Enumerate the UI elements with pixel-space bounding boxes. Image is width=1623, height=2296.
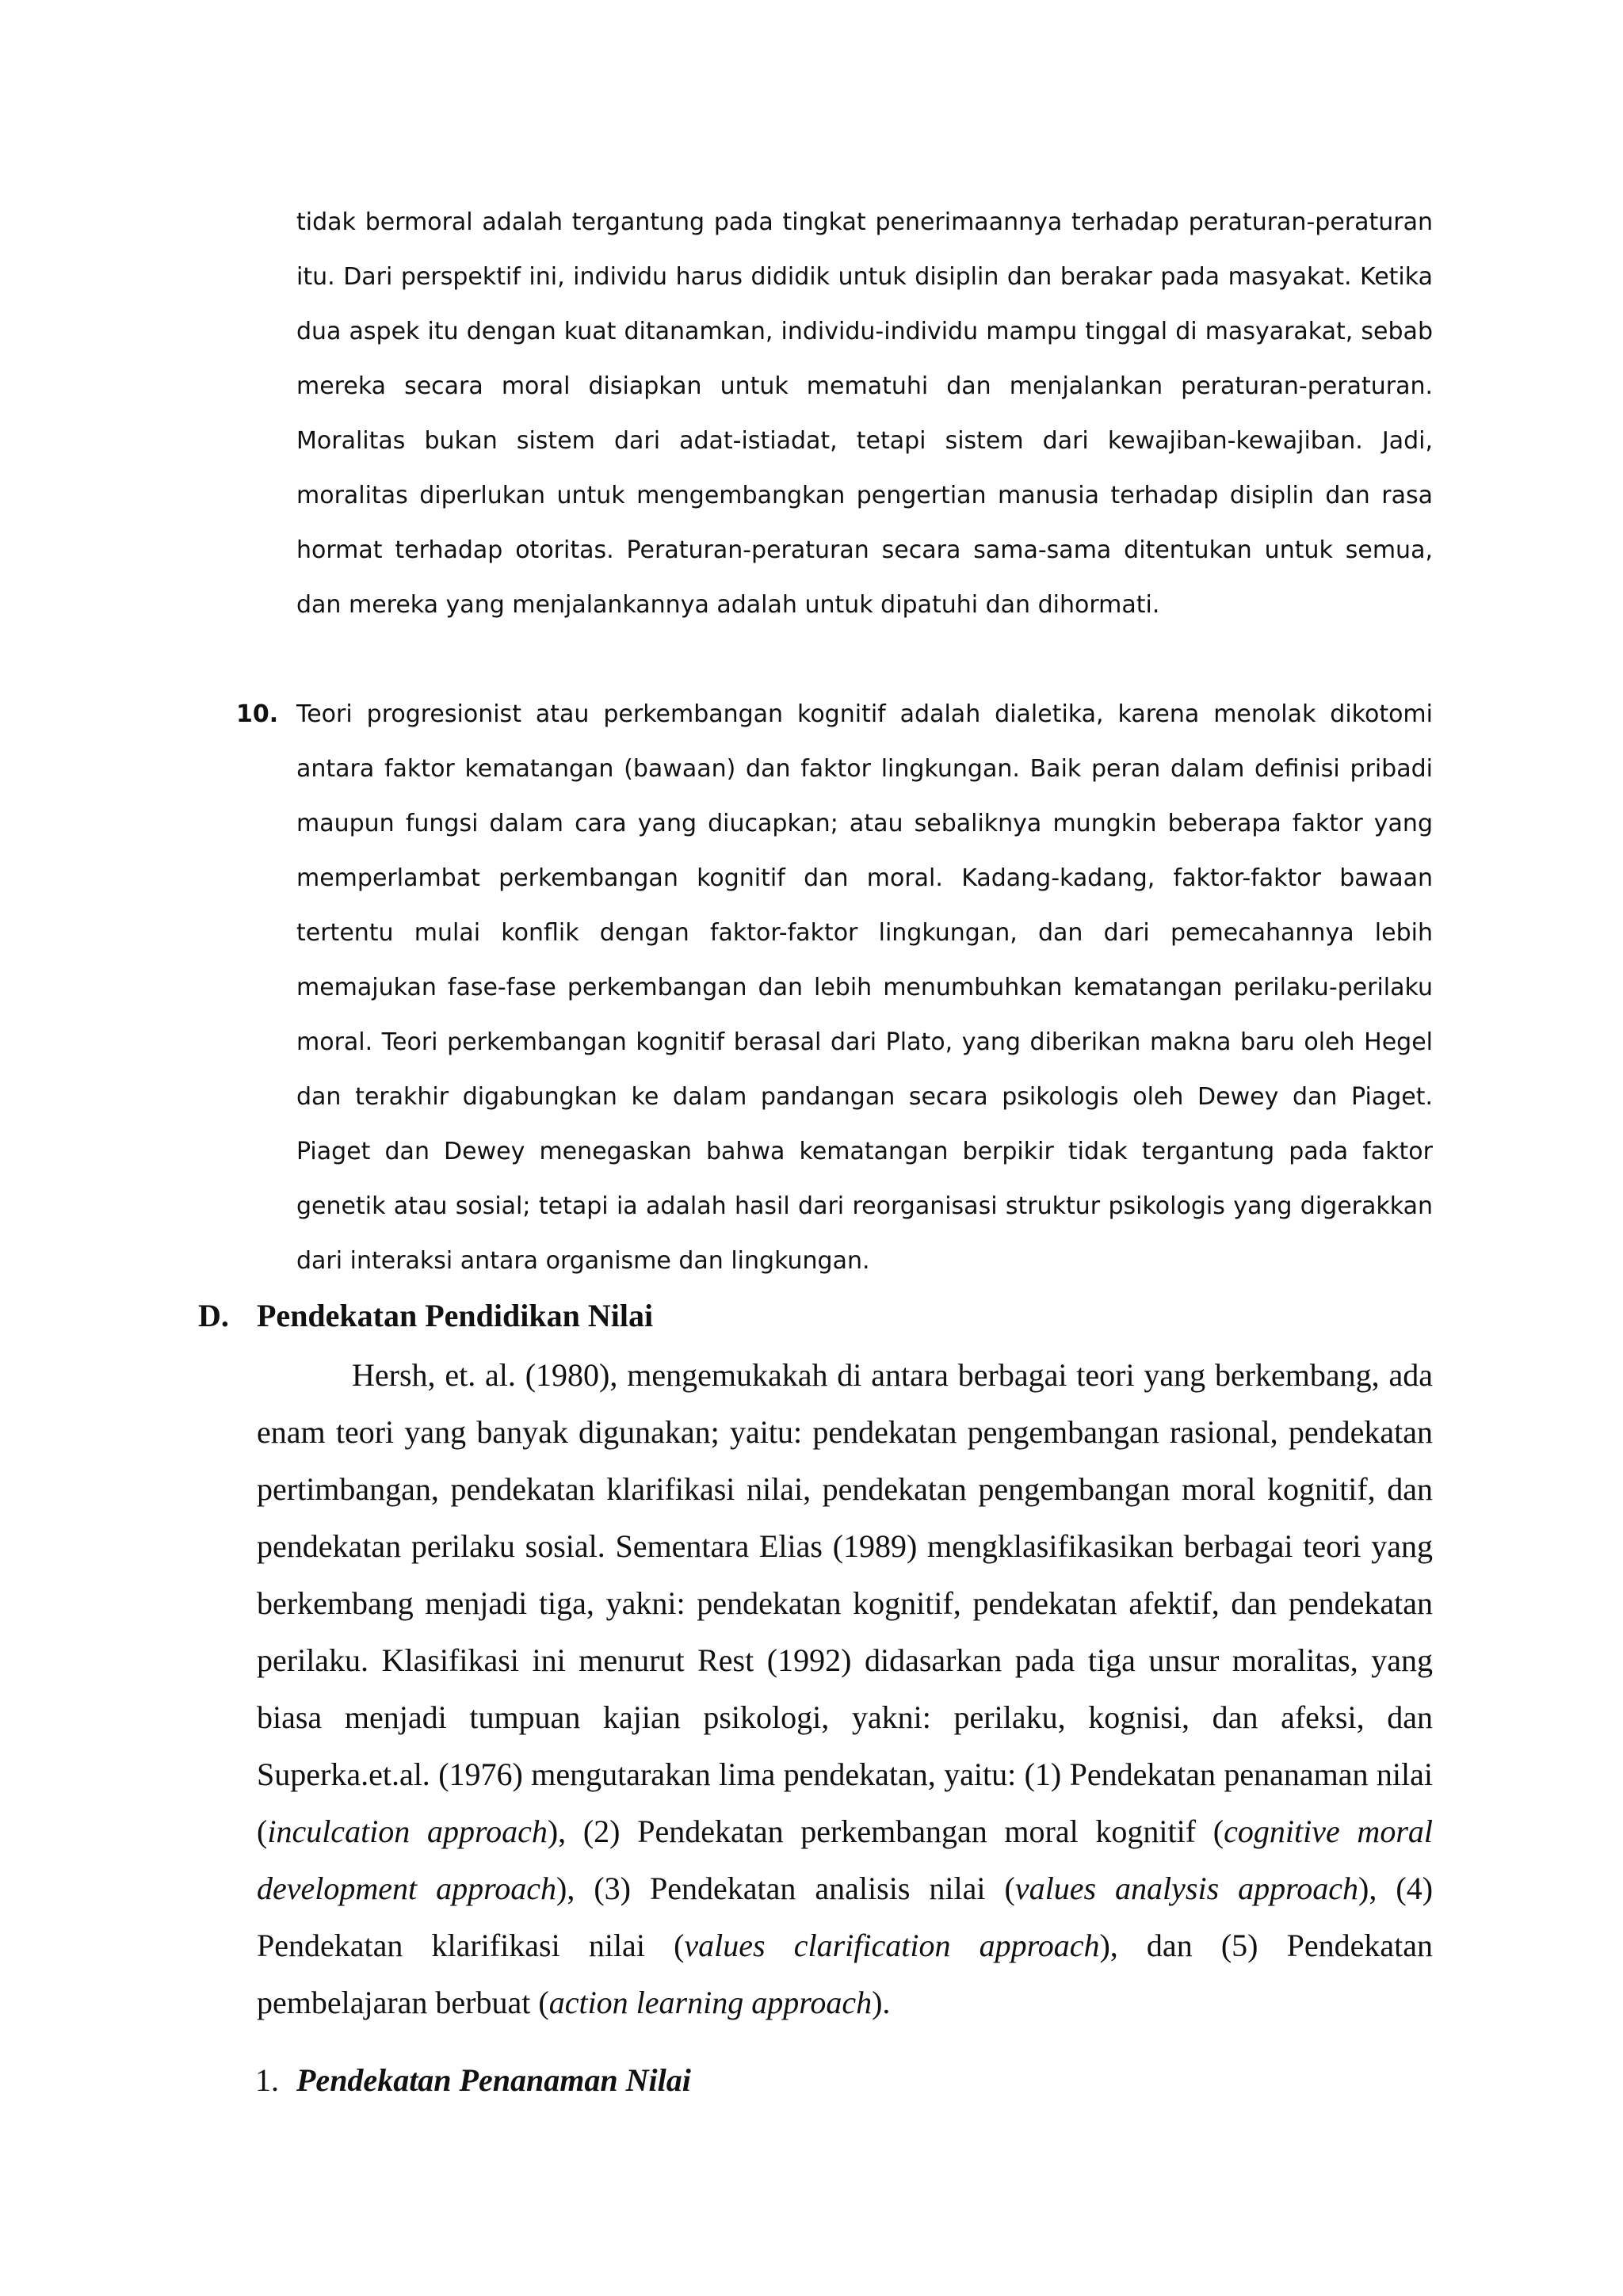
- item-10-paragraph: Teori progresionist atau perkembangan kognitif adalah dialetika, karena menolak dikotomi antara faktor kematangan (bawaan) dan faktor lingkungan. Baik peran dalam definisi pribadi maupun fungsi dalam cara yang diucapkan; atau sebaliknya mungkin beberapa faktor yang memperlambat perkembangan kognitif dan moral. Kadang-kadang, faktor-faktor bawaan tertentu mulai konflik dengan faktor-faktor lingkungan, dan dari pemecahannya lebih memajukan fase-fase perkembangan dan lebih menumbuhkan kematangan perilaku-perilaku moral. Teori perkembangan kognitif berasal dari Plato, yang diberikan makna baru oleh Hegel dan terakhir digabungkan ke dalam pandangan secara psikologis oleh Dewey dan Piaget. Piaget dan Dewey menegaskan bahwa kematangan berpikir tidak tergantung pada faktor genetik atau sosial; tetapi ia adalah hasil dari reorganisasi struktur psikologis yang digerakkan dari interaksi antara organisme dan lingkungan.: [296, 700, 1433, 1275]
- paragraph-text-segment: ), (3) Pendekatan analisis nilai (: [556, 1871, 1015, 1906]
- section-d-heading: Pendekatan Pendidikan Nilai: [257, 1298, 654, 1333]
- italic-term-inculcation: inculcation approach: [267, 1814, 548, 1849]
- paragraph-text-segment: ), dan (5) Pendekatan pembelajaran berbuat (: [257, 1928, 1433, 2020]
- section-d-paragraph: [257, 1347, 1433, 2031]
- section-d-letter: D.: [198, 1298, 229, 1333]
- italic-term-values-clarification: values clarification approach: [684, 1928, 1100, 1963]
- subsection-1-heading: Pendekatan Penanaman Nilai: [296, 2062, 691, 2098]
- subsection-1-number: 1.: [255, 2062, 279, 2098]
- paragraph-text-segment: Hersh, et. al. (1980), mengemukakah di antara berbagai teori yang berkembang, ada enam teori yang banyak digunakan; yaitu: pendekatan pengembangan rasional, pendekatan pertimbangan, pendekatan klarifikasi nilai, pendekatan pengembangan moral kognitif, dan pendekatan perilaku sosial. Sementara Elias (1989) mengklasifikasikan berbagai teori yang berkembang menjadi tiga, yakni: pendekatan kognitif, pendekatan afektif, dan pendekatan perilaku. Klasifikasi ini menurut Rest (1992) didasarkan pada tiga unsur moralitas, yang biasa menjadi tumpuan kajian psikologi, yakni: perilaku, kognisi, dan afeksi, dan Superka.et.al. (1976) mengutarakan lima pendekatan, yaitu: (1) Pendekatan penanaman nilai (: [257, 1357, 1433, 1849]
- paragraph-text-segment: ).: [872, 1985, 891, 2020]
- italic-term-cognitive-moral-development: cognitive moral development approach: [257, 1814, 1433, 1906]
- paragraph-text-segment: ), (2) Pendekatan perkembangan moral kognitif (: [547, 1814, 1224, 1849]
- italic-term-values-analysis: values analysis approach: [1014, 1871, 1359, 1906]
- paragraph-text-segment: ), (4) Pendekatan klarifikasi nilai (: [257, 1871, 1434, 1963]
- italic-term-action-learning: action learning approach: [548, 1985, 873, 2020]
- item-9-continuation-paragraph: tidak bermoral adalah tergantung pada tingkat penerimaannya terhadap peraturan-peraturan itu. Dari perspektif ini, individu harus dididik untuk disiplin dan berakar pada masyakat. Ketika dua aspek itu dengan kuat ditanamkan, individu-individu mampu tinggal di masyarakat, sebab mereka secara moral disiapkan untuk mematuhi dan menjalankan peraturan-peraturan. Moralitas bukan sistem dari adat-istiadat, tetapi sistem dari kewajiban-kewajiban. Jadi, moralitas diperlukan untuk mengembangkan pengertian manusia terhadap disiplin dan rasa hormat terhadap otoritas. Peraturan-peraturan secara sama-sama ditentukan untuk semua, dan mereka yang menjalankannya adalah untuk dipatuhi dan dihormati.: [296, 208, 1433, 619]
- item-10-number: 10.: [236, 700, 279, 728]
